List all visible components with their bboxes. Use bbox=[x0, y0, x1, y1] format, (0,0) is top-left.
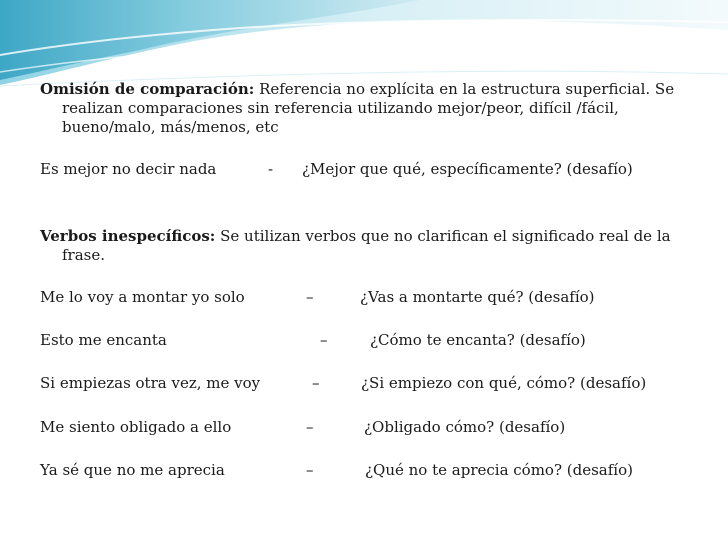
omision-term: Omisión de comparación: bbox=[40, 80, 255, 98]
example-statement: Esto me encanta bbox=[40, 331, 167, 349]
example-challenge: ¿Vas a montarte qué? (desafío) bbox=[360, 288, 595, 306]
omision-paragraph bbox=[40, 80, 712, 137]
example-statement: Si empiezas otra vez, me voy bbox=[40, 374, 261, 392]
example-challenge: ¿Mejor que qué, específicamente? (desafío) bbox=[302, 160, 633, 178]
example-dash: – bbox=[306, 418, 314, 436]
example-statement: Es mejor no decir nada bbox=[40, 160, 217, 178]
example-statement: Me lo voy a montar yo solo bbox=[40, 288, 245, 306]
verbos-paragraph bbox=[40, 227, 712, 265]
example-statement: Me siento obligado a ello bbox=[40, 418, 232, 436]
example-statement: Ya sé que no me aprecia bbox=[40, 461, 225, 479]
example-dash: – bbox=[306, 288, 314, 306]
example-row bbox=[40, 160, 700, 180]
omision-text: Referencia no explícita en la estructura superficial. Se realizan comparaciones sin referencia utilizando mejor/peor, difícil /fácil, bueno/malo, más/menos, etc bbox=[62, 80, 675, 136]
verbos-term: Verbos inespecíficos: bbox=[40, 227, 216, 245]
example-challenge: ¿Cómo te encanta? (desafío) bbox=[370, 331, 586, 349]
verbos-text: Se utilizan verbos que no clarifican el significado real de la frase. bbox=[62, 227, 671, 264]
example-row bbox=[40, 331, 700, 351]
example-dash: - bbox=[268, 160, 274, 178]
example-challenge: ¿Obligado cómo? (desafío) bbox=[364, 418, 566, 436]
example-dash: – bbox=[306, 461, 314, 479]
example-challenge: ¿Qué no te aprecia cómo? (desafío) bbox=[365, 461, 633, 479]
example-row bbox=[40, 288, 700, 308]
example-dash: – bbox=[312, 374, 320, 392]
example-challenge: ¿Si empiezo con qué, cómo? (desafío) bbox=[361, 374, 647, 392]
example-row bbox=[40, 418, 700, 438]
example-row bbox=[40, 461, 700, 481]
example-dash: – bbox=[320, 331, 328, 349]
example-row bbox=[40, 374, 700, 394]
